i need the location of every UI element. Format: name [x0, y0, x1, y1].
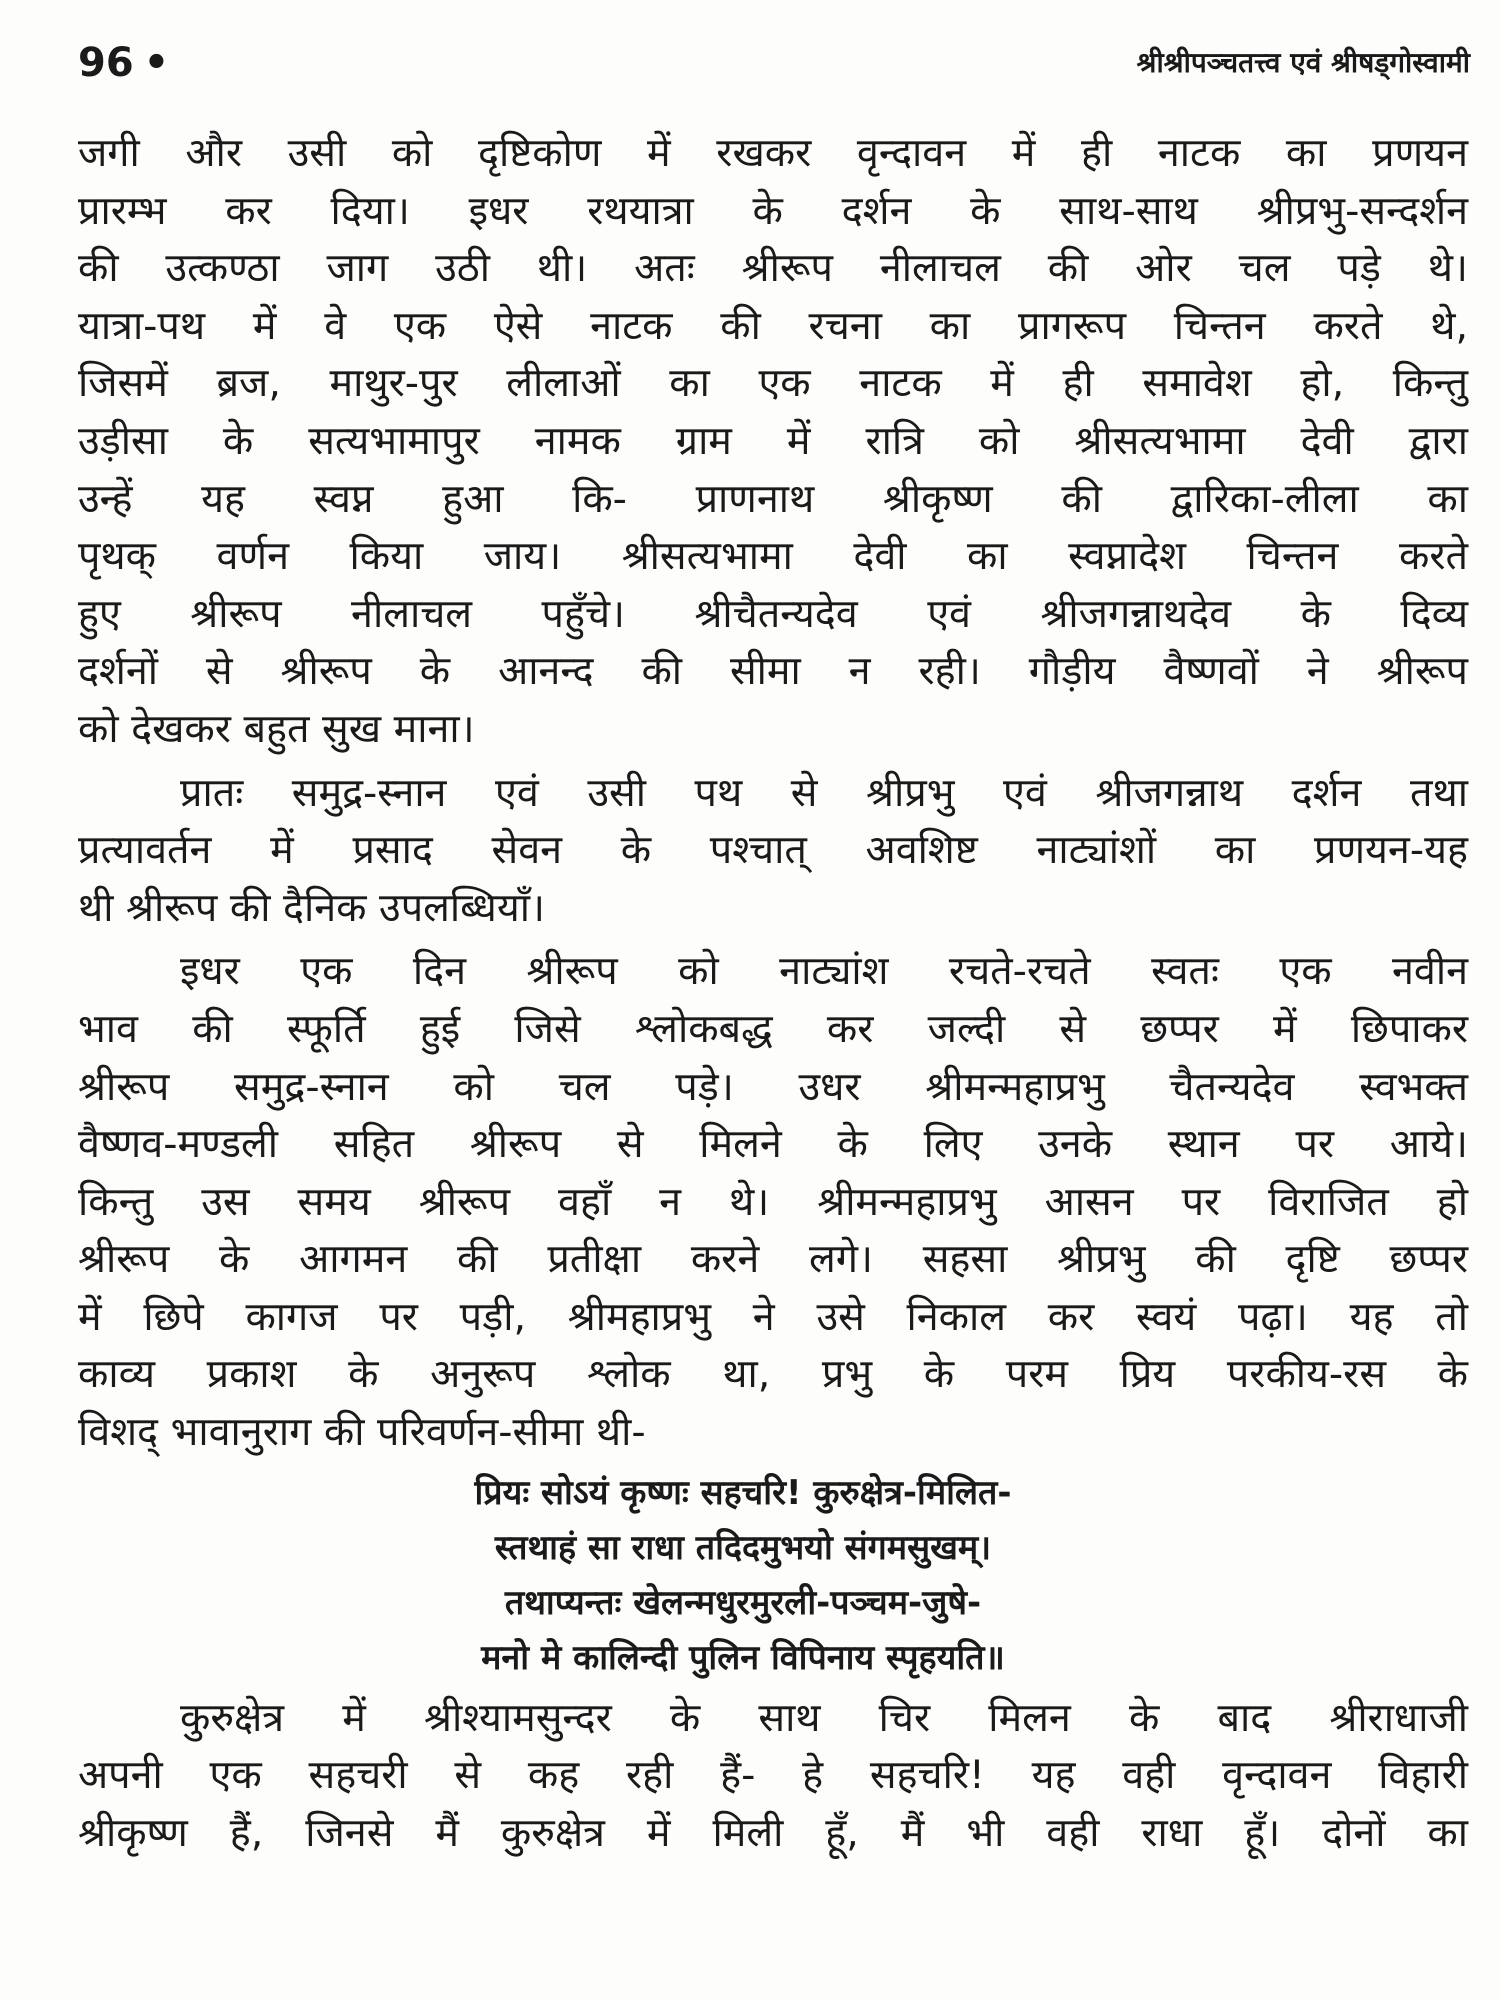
- paragraph-1: [78, 125, 1468, 759]
- text-line: इधर एक दिन श्रीरूप को नाट्यांश रचते-रचते स्वतः एक नवीन: [180, 948, 1468, 995]
- text-line: जिसमें ब्रज, माथुर-पुर लीलाओं का एक नाटक में ही समावेश हो, किन्तु: [78, 360, 1468, 407]
- page-header: [78, 38, 1470, 88]
- text-line: दर्शनों से श्रीरूप के आनन्द की सीमा न रही। गौड़ीय वैष्णवों ने श्रीरूप: [78, 648, 1468, 695]
- text-line: भाव की स्फूर्ति हुई जिसे श्लोकबद्ध कर जल्दी से छप्पर में छिपाकर: [78, 1005, 1468, 1052]
- text-line: किन्तु उस समय श्रीरूप वहाँ न थे। श्रीमन्महाप्रभु आसन पर विराजित हो: [78, 1178, 1468, 1225]
- verse-line: मनो मे कालिन्दी पुलिन विपिनाय स्पृहयति॥: [481, 1637, 1005, 1678]
- text-line: उड़ीसा के सत्यभामापुर नामक ग्राम में रात्रि को श्रीसत्यभामा देवी द्वारा: [78, 417, 1468, 464]
- text-line: पृथक् वर्णन किया जाय। श्रीसत्यभामा देवी का स्वप्नादेश चिन्तन करते: [78, 533, 1468, 580]
- running-title: श्रीश्रीपञ्चतत्त्व एवं श्रीषड्गोस्वामी: [1136, 46, 1470, 79]
- text-line: थी श्रीरूप की दैनिक उपलब्धियाँ।: [78, 884, 545, 931]
- text-line: श्रीरूप समुद्र-स्नान को चल पड़े। उधर श्रीमन्महाप्रभु चैतन्यदेव स्वभक्त: [78, 1063, 1468, 1110]
- page-number-value: 96: [78, 40, 134, 86]
- paragraph-2: [78, 765, 1468, 938]
- text-line: जगी और उसी को दृष्टिकोण में रखकर वृन्दावन में ही नाटक का प्रणयन: [78, 130, 1468, 176]
- verse-line: तथाप्यन्तः खेलन्मधुरमुरली-पञ्चम-जुषे-: [504, 1582, 982, 1623]
- verse-line: स्तथाहं सा राधा तदिदमुभयो संगमसुखम्।: [494, 1527, 992, 1568]
- text-line: श्रीकृष्ण हैं, जिनसे मैं कुरुक्षेत्र में मिली हूँ, मैं भी वही राधा हूँ। दोनों का: [78, 1809, 1468, 1856]
- text-line: यात्रा-पथ में वे एक ऐसे नाटक की रचना का प्रागरूप चिन्तन करते थे,: [78, 302, 1468, 349]
- text-line: वैष्णव-मण्डली सहित श्रीरूप से मिलने के लिए उनके स्थान पर आये।: [78, 1121, 1468, 1168]
- text-line: प्रत्यावर्तन में प्रसाद सेवन के पश्चात् अवशिष्ट नाट्यांशों का प्रणयन-यह: [78, 827, 1468, 874]
- text-line: प्रातः समुद्र-स्नान एवं उसी पथ से श्रीप्रभु एवं श्रीजगन्नाथ दर्शन तथा: [180, 769, 1468, 816]
- text-line: विशद् भावानुराग की परिवर्णन-सीमा थी-: [78, 1409, 646, 1456]
- text-line: काव्य प्रकाश के अनुरूप श्लोक था, प्रभु के परम प्रिय परकीय-रस के: [78, 1351, 1468, 1398]
- paragraph-4: [78, 1690, 1468, 1863]
- body-text: [78, 125, 1468, 1862]
- text-line: कुरुक्षेत्र में श्रीश्यामसुन्दर के साथ चिर मिलन के बाद श्रीराधाजी: [180, 1694, 1468, 1741]
- text-line: को देखकर बहुत सुख माना।: [78, 705, 475, 752]
- text-line: में छिपे कागज पर पड़ी, श्रीमहाप्रभु ने उसे निकाल कर स्वयं पढ़ा। यह तो: [78, 1293, 1468, 1340]
- text-line: की उत्कण्ठा जाग उठी थी। अतः श्रीरूप नीलाचल की ओर चल पड़े थे।: [78, 245, 1468, 292]
- page-number-bullet: •: [143, 40, 170, 86]
- text-line: हुए श्रीरूप नीलाचल पहुँचे। श्रीचैतन्यदेव एवं श्रीजगन्नाथदेव के दिव्य: [78, 590, 1468, 637]
- text-line: उन्हें यह स्वप्न हुआ कि- प्राणनाथ श्रीकृष्ण की द्वारिका-लीला का: [78, 475, 1468, 522]
- text-line: प्रारम्भ कर दिया। इधर रथयात्रा के दर्शन के साथ-साथ श्रीप्रभु-सन्दर्शन: [78, 187, 1468, 234]
- page-number: [78, 38, 169, 88]
- text-line: श्रीरूप के आगमन की प्रतीक्षा करने लगे। सहसा श्रीप्रभु की दृष्टि छप्पर: [78, 1236, 1468, 1283]
- paragraph-3: [78, 943, 1468, 1461]
- text-line: अपनी एक सहचरी से कह रही हैं- हे सहचरि! यह वही वृन्दावन विहारी: [78, 1752, 1468, 1799]
- verse-line: प्रियः सोऽयं कृष्णः सहचरि! कुरुक्षेत्र-मिलित-: [474, 1472, 1012, 1513]
- sanskrit-verse: [78, 1466, 1468, 1686]
